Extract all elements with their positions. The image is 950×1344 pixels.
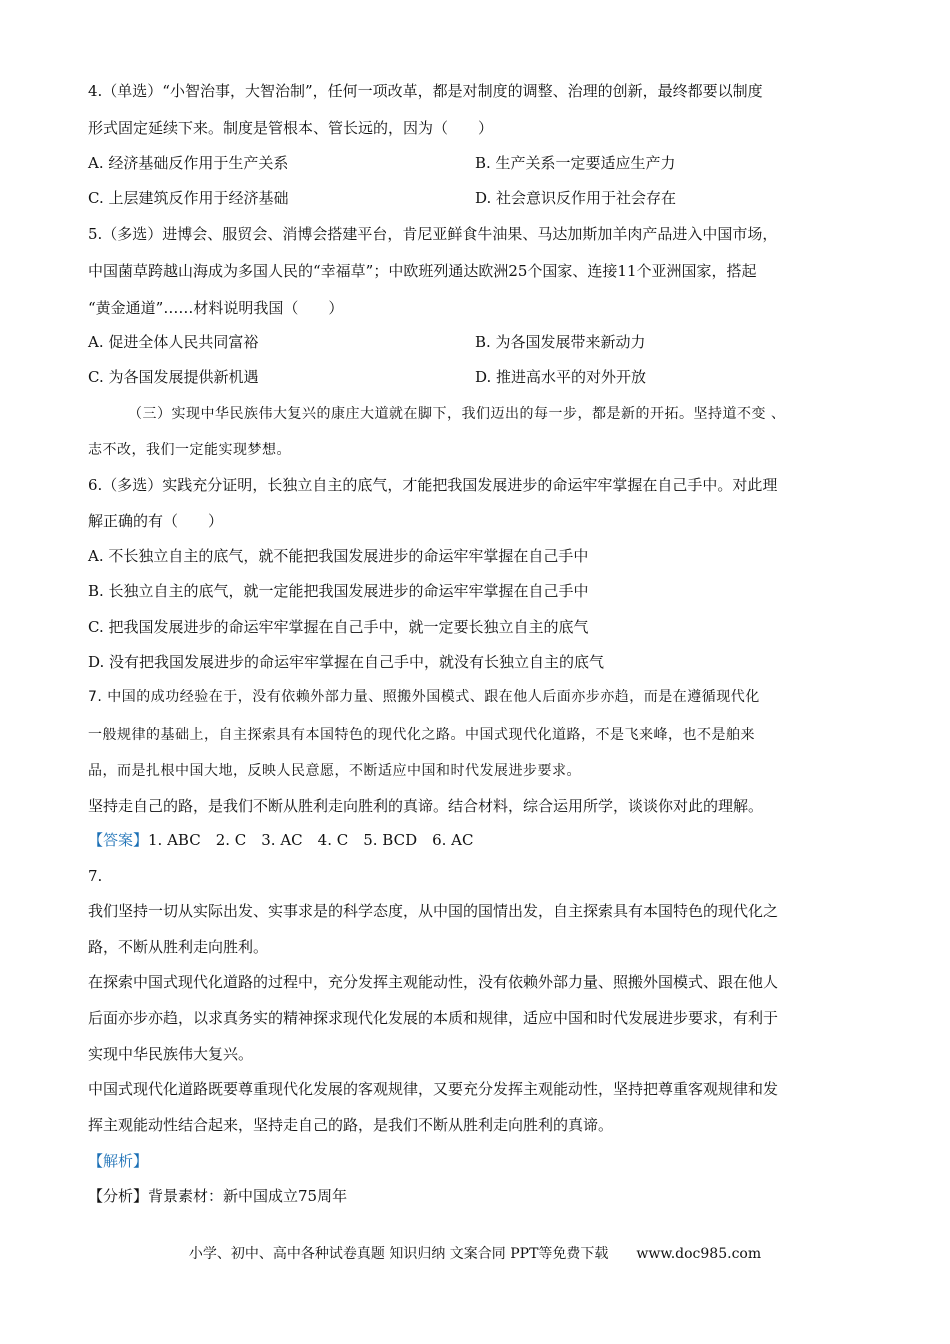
q7-line1: 7. 中国的成功经验在于，没有依赖外部力量、照搬外国模式、跟在他人后面亦步亦趋，而是在遵循现代化	[88, 689, 760, 705]
answer-p1-line2: 路，不断从胜利走向胜利。	[88, 938, 269, 956]
answer-p2-line1: 在探索中国式现代化道路的过程中，充分发挥主观能动性，没有依赖外部力量、照搬外国模式、跟在他人	[88, 973, 779, 991]
q5-option-a: A. 促进全体人民共同富裕	[88, 333, 259, 351]
q7-line3: 品，而是扎根中国大地，反映人民意愿，不断适应中国和时代发展进步要求。	[88, 763, 581, 779]
q6-option-a: A. 不长独立自主的底气，就不能把我国发展进步的命运牢牢掌握在自己手中	[88, 547, 589, 565]
q5-option-b: B. 为各国发展带来新动力	[475, 333, 646, 351]
q4-option-b: B. 生产关系一定要适应生产力	[475, 154, 676, 172]
analysis-fenxi-line	[88, 1186, 868, 1206]
q5-stem-line1: 5.（多选）进博会、服贸会、消博会搭建平台，肯尼亚鲜食牛油果、马达加斯加羊肉产品进入中国市场，	[88, 225, 778, 243]
q4-option-a: A. 经济基础反作用于生产关系	[88, 154, 289, 172]
answer-p3-line2: 挥主观能动性结合起来，坚持走自己的路，是我们不断从胜利走向胜利的真谛。	[88, 1116, 614, 1134]
answer-label: 【答案】	[88, 831, 149, 849]
q4-option-c: C. 上层建筑反作用于经济基础	[88, 189, 289, 207]
footer-url[interactable]: www.doc985.com	[636, 1246, 762, 1262]
page-footer	[0, 1244, 950, 1264]
answer-line	[88, 830, 868, 850]
footer-text: 小学、初中、高中各种试卷真题 知识归纳 文案合同 PPT等免费下载	[188, 1246, 609, 1262]
q4-stem-line1: 4.（单选）“小智治事，大智治制”，任何一项改革，都是对制度的调整、治理的创新，最终都要以制度	[88, 82, 763, 100]
section3-line1: （三）实现中华民族伟大复兴的康庄大道就在脚下，我们迈出的每一步，都是新的开拓。坚持道不变 、	[128, 406, 786, 422]
analysis-label: 【解析】	[88, 1152, 149, 1170]
answer-p1-line1: 我们坚持一切从实际出发、实事求是的科学态度，从中国的国情出发，自主探索具有本国特色的现代化之	[88, 902, 779, 920]
answer-p3-line1: 中国式现代化道路既要尊重现代化发展的客观规律，又要充分发挥主观能动性，坚持把尊重客观规律和发	[88, 1080, 779, 1098]
q6-stem-line2: 解正确的有（ ）	[88, 512, 224, 530]
q4-stem-line2: 形式固定延续下来。制度是管根本、管长远的，因为（ ）	[88, 119, 494, 137]
q6-option-d: D. 没有把我国发展进步的命运牢牢掌握在自己手中，就没有长独立自主的底气	[88, 653, 605, 671]
section3-line2: 志不改，我们一定能实现梦想。	[88, 442, 291, 458]
answer-p2-line3: 实现中华民族伟大复兴。	[88, 1045, 254, 1063]
q6-option-b: B. 长独立自主的底气，就一定能把我国发展进步的命运牢牢掌握在自己手中	[88, 582, 589, 600]
answer-p2-line2: 后面亦步亦趋，以求真务实的精神探求现代化发展的本质和规律，适应中国和时代发展进步要求，有利于	[88, 1009, 779, 1027]
q4-option-d: D. 社会意识反作用于社会存在	[475, 189, 677, 207]
q5-option-d: D. 推进高水平的对外开放	[475, 368, 647, 386]
q6-stem-line1: 6.（多选）实践充分证明，长独立自主的底气，才能把我国发展进步的命运牢牢掌握在自己手中。对此理	[88, 476, 778, 494]
q5-option-c: C. 为各国发展提供新机遇	[88, 368, 259, 386]
q7-line4: 坚持走自己的路，是我们不断从胜利走向胜利的真谛。结合材料，综合运用所学，谈谈你对此的理解。	[88, 797, 764, 815]
answer-text: 1. ABC 2. C 3. AC 4. C 5. BCD 6. AC	[148, 831, 474, 849]
q7-line2: 一般规律的基础上，自主探索具有本国特色的现代化之路。中国式现代化道路，不是飞来峰，也不是舶来	[88, 727, 755, 743]
q6-option-c: C. 把我国发展进步的命运牢牢掌握在自己手中，就一定要长独立自主的底气	[88, 618, 589, 636]
answer-q7-number: 7.	[88, 867, 103, 885]
analysis-fenxi-text: 背景素材：新中国成立75周年	[148, 1187, 348, 1205]
analysis-fenxi-label: 【分析】	[88, 1187, 149, 1205]
q5-stem-line3: “黄金通道”……材料说明我国（ ）	[88, 299, 344, 317]
q5-stem-line2: 中国菌草跨越山海成为多国人民的“幸福草”；中欧班列通达欧洲25个国家、连接11个亚洲国家，搭起	[88, 262, 757, 280]
